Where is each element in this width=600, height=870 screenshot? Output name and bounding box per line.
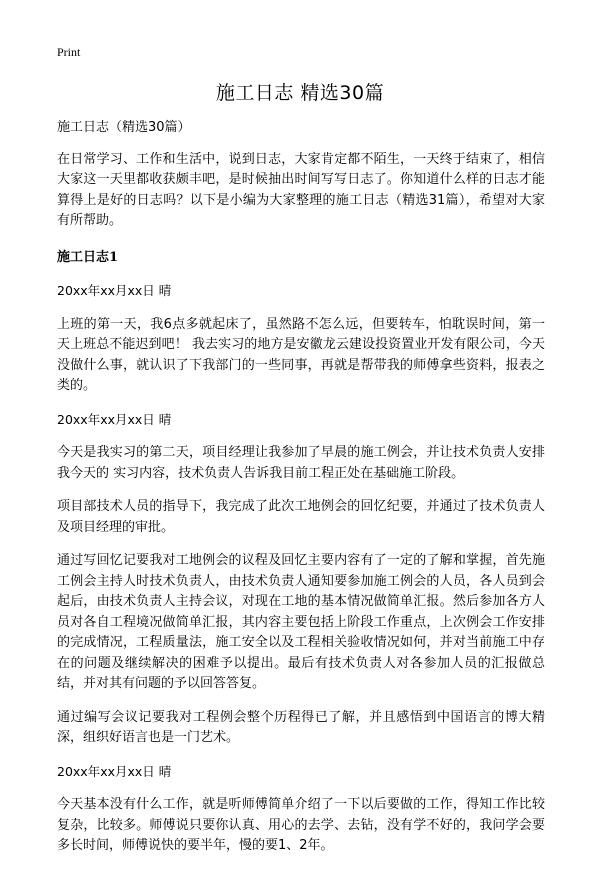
entry-date: 20xx年xx月xx日 晴 [57,763,172,779]
document-subtitle: 施工日志（精选30篇） [57,120,191,135]
entry-paragraph: 上班的第一天，我6点多就起床了，虽然路不怎么远，但要转车，怕耽误时间，第一天上班总不能迟到吧！ 我去实习的地方是安徽龙云建设投资置业开发有限公司，今天没做什么事，就认识了下我部门的一些同事，再就是帮带我的师傅拿些资料，报表之类的。 [57,316,545,393]
print-link[interactable]: Print [57,45,81,59]
entry-paragraph: 通过写回忆记要我对工地例会的议程及回忆主要内容有了一定的了解和掌握，首先施工例会主持人时技术负责人，由技术负责人通知要参加施工例会的人员，各人员到会起后，由技术负责人主持会议，对现在工地的基本情况做简单汇报。然后参加各方人员对各自工程境况做简单汇报，其内容主要包括上阶段工作重点，上次例会工作安排的完成情况，工程质量法，施工安全以及工程相关验收情况如何，并对当前施工中存在的问题及继续解决的困难予以提出。最后有技术负责人对各参加人员的汇报做总结，并对其有问题的予以回答答复。 [57,553,545,691]
entry-date: 20xx年xx月xx日 晴 [57,411,172,427]
section-heading: 施工日志1 [57,249,119,265]
document-body [57,118,545,870]
entry-paragraph: 项目部技术人员的指导下，我完成了此次工地例会的回忆纪要，并通过了技术负责人及项目经理的审批。 [57,499,545,535]
entry-paragraph: 通过编写会议记要我对工程例会整个历程得已了解，并且感悟到中国语言的博大精深，组织好语言也是一门艺术。 [57,709,545,745]
entry-date: 20xx年xx月xx日 晴 [57,283,172,298]
page-title: 施工日志 精选30篇 [215,82,385,104]
intro-paragraph: 在日常学习、工作和生活中，说到日志，大家肯定都不陌生，一天终于结束了，相信大家这一天里都收获颇丰吧，是时候抽出时间写写日志了。你知道什么样的日志才能算得上是好的日志吗？以下是小编为大家整理的施工日志（精选31篇），希望对大家有所帮助。 [57,151,545,228]
entry-paragraph: 今天基本没有什么工作，就是听师傅简单介绍了一下以后要做的工作，得知工作比较复杂，比较多。师傅说只要你认真、用心的去学、去钻，没有学不好的，我问学会要多长时间，师傅说快的要半年，慢的要1、2年。 [57,797,545,853]
entry-paragraph: 今天是我实习的第二天，项目经理让我参加了早晨的施工例会，并让技术负责人安排我今天的 实习内容，技术负责人告诉我目前工程正处在基础施工阶段。 [57,445,545,481]
